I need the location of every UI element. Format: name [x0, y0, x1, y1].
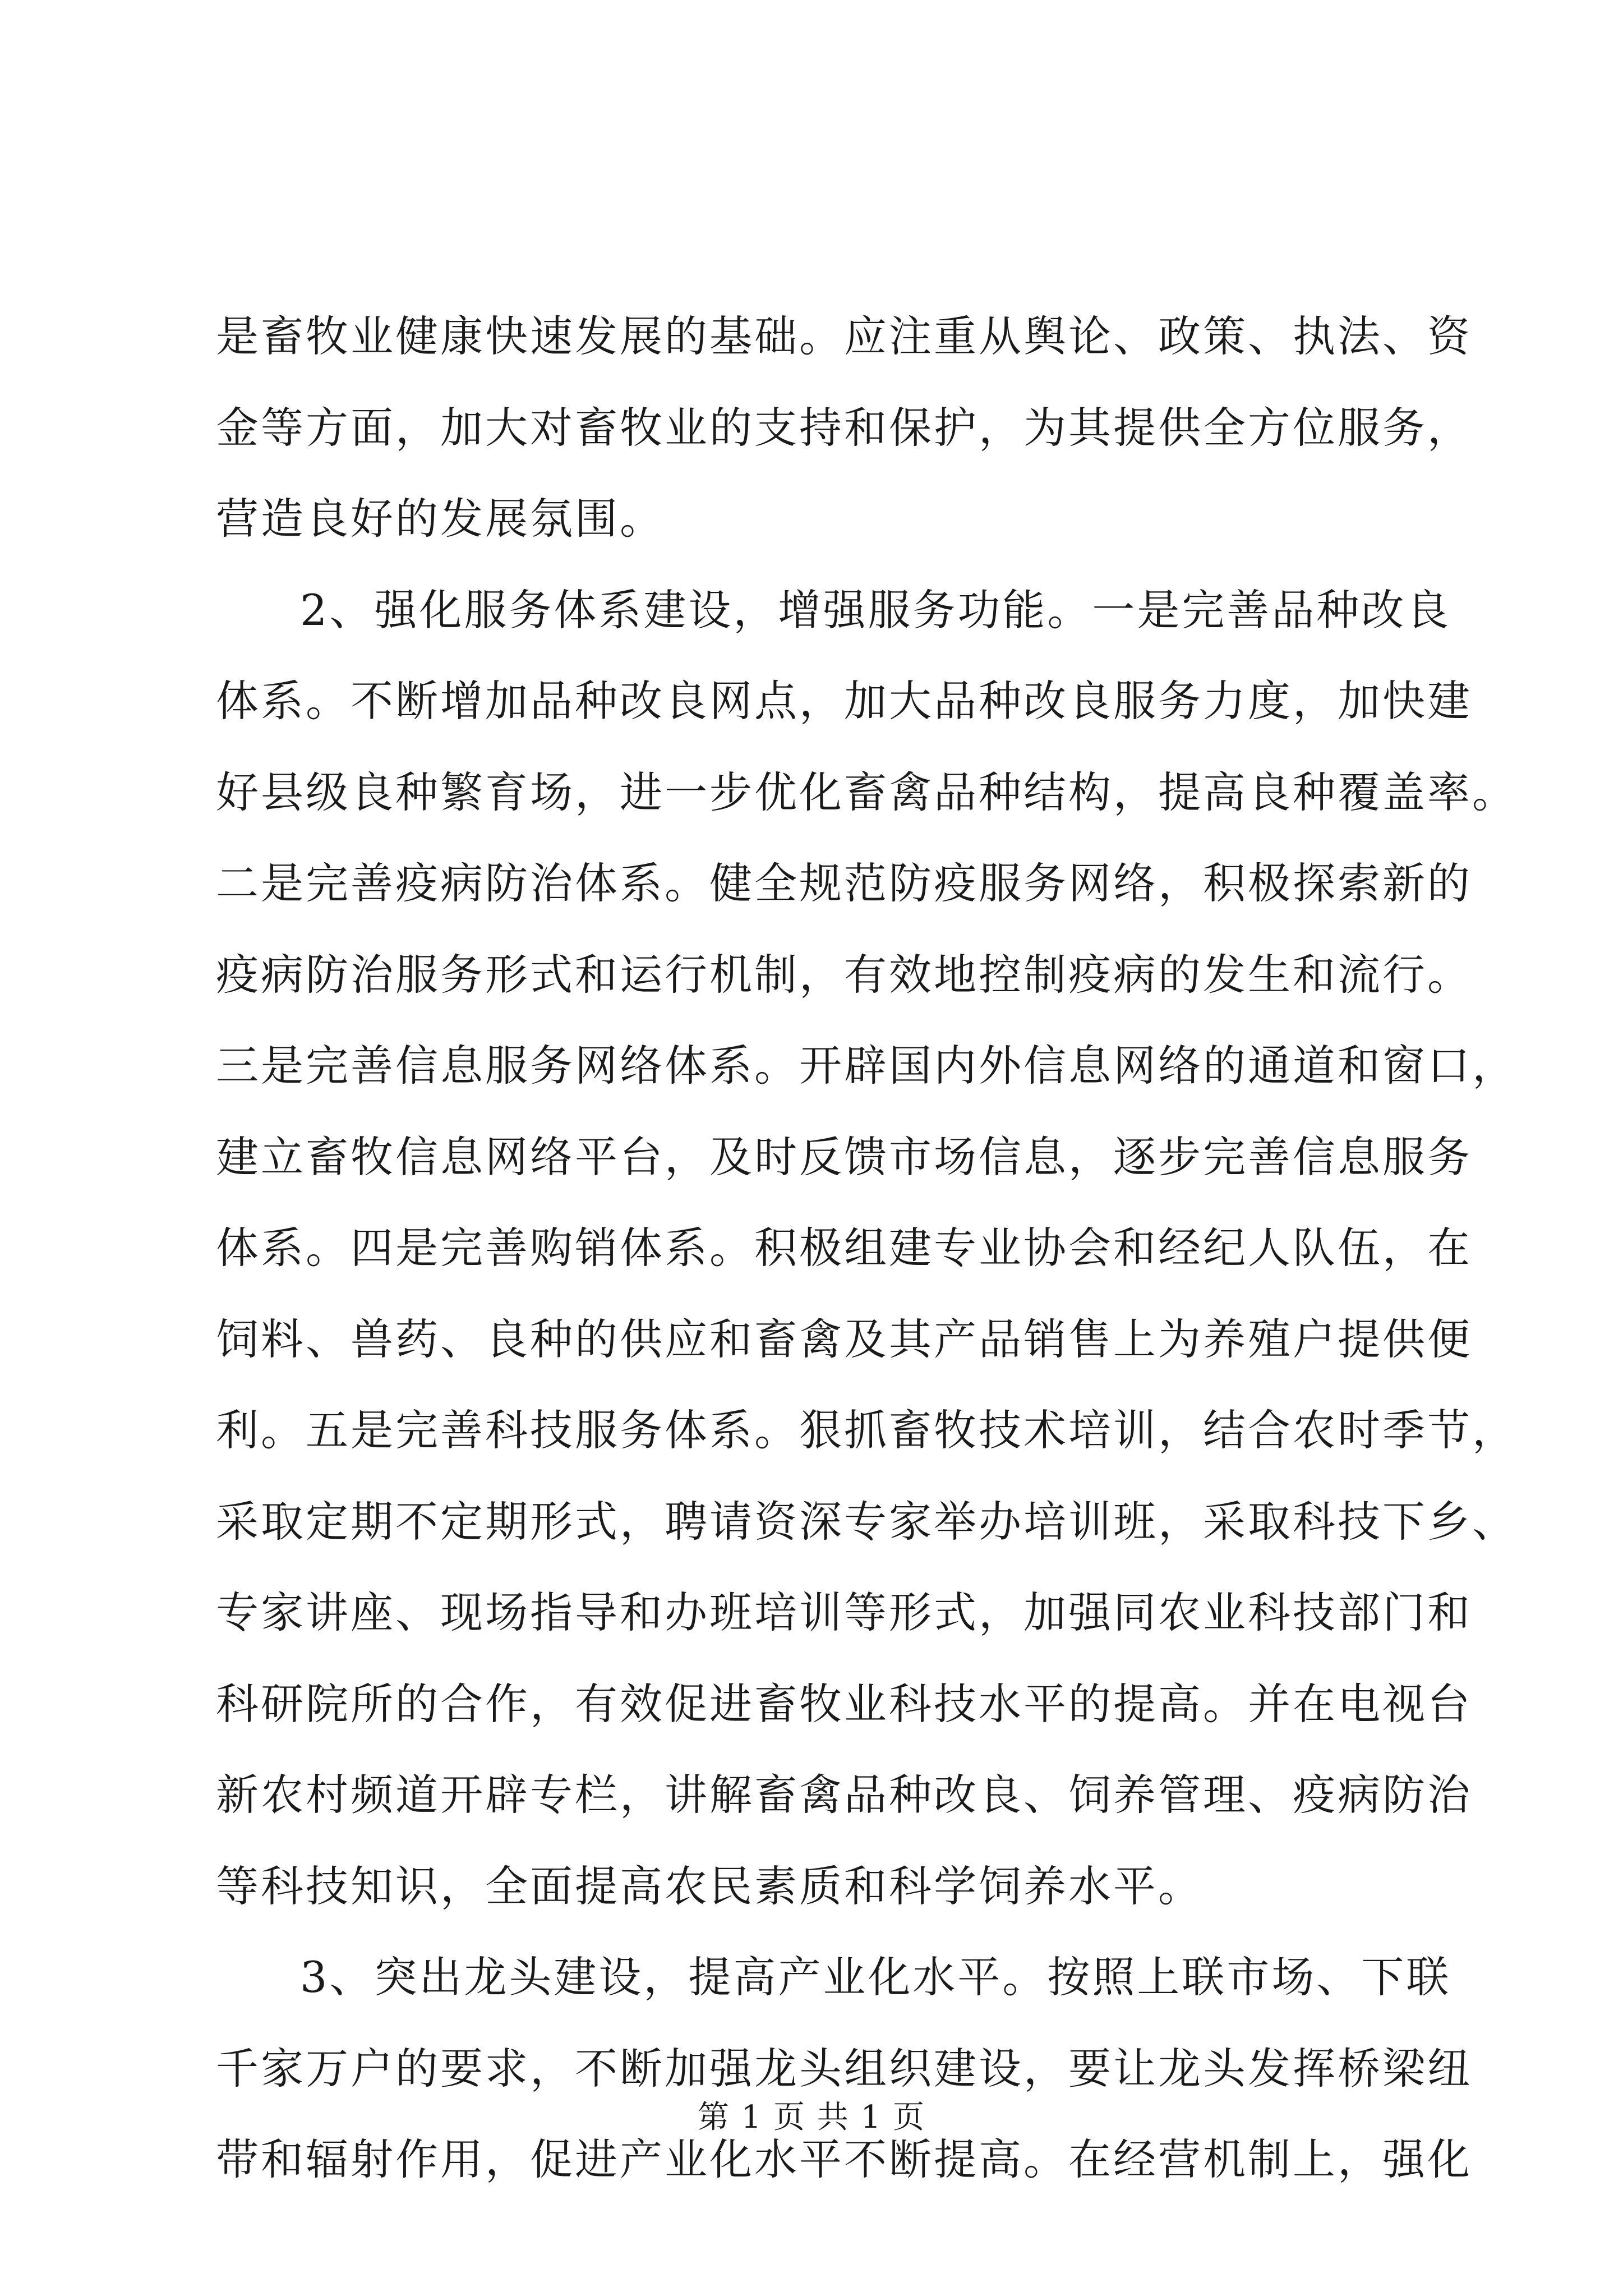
text-line: 二是完善疫病防治体系。健全规范防疫服务网络，积极探索新的	[216, 858, 1472, 908]
text-line: 等科技知识，全面提高农民素质和科学饲养水平。	[216, 1861, 1203, 1911]
text-line: 体系。不断增加品种改良网点，加大品种改良服务力度，加快建	[216, 676, 1472, 726]
text-line: 金等方面，加大对畜牧业的支持和保护，为其提供全方位服务，	[216, 402, 1472, 453]
text-line: 建立畜牧信息网络平台，及时反馈市场信息，逐步完善信息服务	[216, 1131, 1472, 1182]
text-line: 饲料、兽药、良种的供应和畜禽及其产品销售上为养殖户提供便	[216, 1314, 1472, 1364]
text-line: 3、突出龙头建设，提高产业化水平。按照上联市场、下联	[300, 1952, 1451, 2002]
text-line: 利。五是完善科技服务体系。狠抓畜牧技术培训，结合农时季节，	[216, 1405, 1517, 1455]
text-line: 体系。四是完善购销体系。积极组建专业协会和经纪人队伍，在	[216, 1223, 1472, 1273]
text-line: 带和辐射作用，促进产业化水平不断提高。在经营机制上，强化	[216, 2134, 1472, 2184]
text-line: 科研院所的合作，有效促进畜牧业科技水平的提高。并在电视台	[216, 1678, 1472, 1729]
text-line: 千家万户的要求，不断加强龙头组织建设，要让龙头发挥桥梁纽	[216, 2043, 1472, 2093]
text-line: 专家讲座、现场指导和办班培训等形式，加强同农业科技部门和	[216, 1588, 1472, 1637]
text-line: 2、强化服务体系建设，增强服务功能。一是完善品种改良	[300, 585, 1451, 635]
text-line: 好县级良种繁育场，进一步优化畜禽品种结构，提高良种覆盖率。	[216, 767, 1517, 817]
text-line: 新农村频道开辟专栏，讲解畜禽品种改良、饲养管理、疫病防治	[216, 1770, 1472, 1820]
text-line: 疫病防治服务形式和运行机制，有效地控制疫病的发生和流行。	[216, 949, 1472, 1000]
page-footer: 第 1 页 共 1 页	[697, 2099, 926, 2136]
text-line: 三是完善信息服务网络体系。开辟国内外信息网络的通道和窗口，	[216, 1041, 1517, 1091]
text-line: 是畜牧业健康快速发展的基础。应注重从舆论、政策、执法、资	[216, 311, 1472, 361]
text-line: 采取定期不定期形式，聘请资深专家举办培训班，采取科技下乡、	[216, 1496, 1517, 1547]
text-line: 营造良好的发展氛围。	[216, 494, 665, 544]
